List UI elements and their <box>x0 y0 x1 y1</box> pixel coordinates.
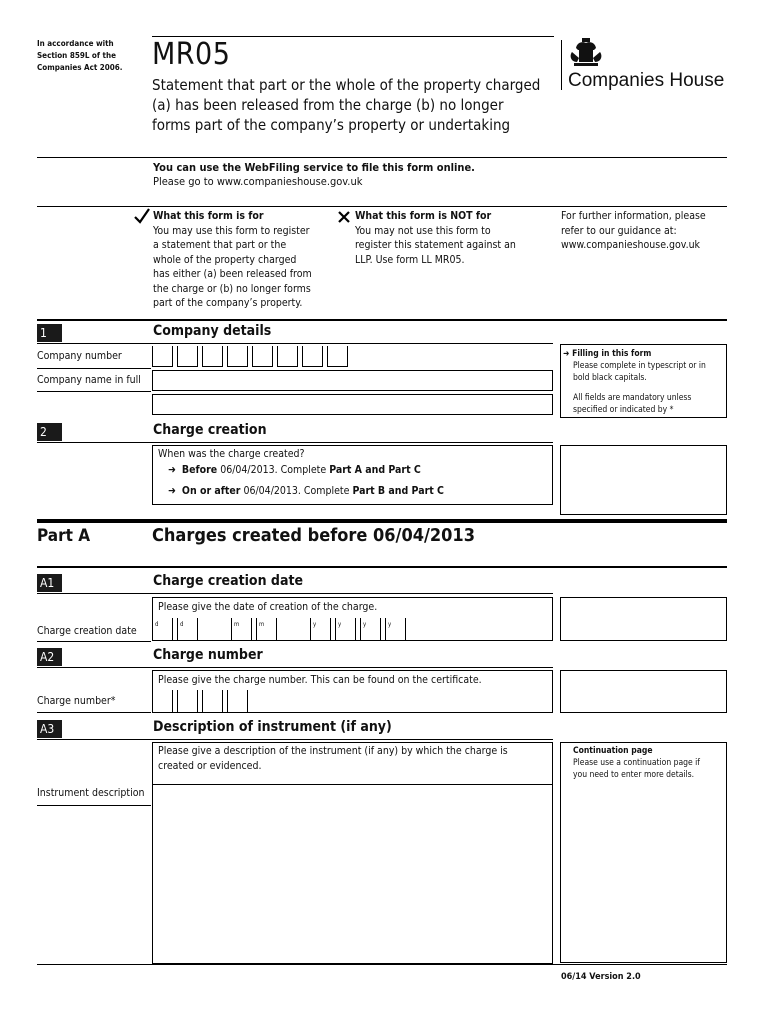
date-hint: y <box>313 621 317 628</box>
company-name-field[interactable] <box>152 370 553 391</box>
charge-date-label: Charge creation date <box>37 625 137 637</box>
option-after-text: 06/04/2013. Complete <box>243 485 350 497</box>
for-text: You may use this form to register <box>153 225 310 237</box>
filling-text: specified or indicated by * <box>573 405 674 415</box>
further-info: www.companieshouse.gov.uk <box>561 239 701 251</box>
arrow-icon: ➜ <box>563 349 570 359</box>
webfiling-url: Please go to www.companieshouse.gov.uk <box>153 175 363 188</box>
not-for-text: LLP. Use form LL MR05. <box>355 254 465 266</box>
continuation-text: Please use a continuation page if <box>573 758 700 768</box>
continuation-heading: Continuation page <box>573 746 653 756</box>
section-number: A1 <box>37 574 62 592</box>
section-number: 1 <box>37 324 62 342</box>
company-name-field-line2[interactable] <box>152 394 553 415</box>
not-for-heading: What this form is NOT for <box>355 210 492 222</box>
a2-instruction: Please give the charge number. This can be found on the certificate. <box>158 674 482 686</box>
side-box <box>560 445 727 515</box>
company-number-label: Company number <box>37 350 122 362</box>
a3-instruction: Please give a description of the instrument (if any) by which the charge is <box>158 745 508 757</box>
continuation-text: you need to enter more details. <box>573 770 695 780</box>
section-title: Charge number <box>153 647 263 663</box>
for-text: the charge or (b) no longer forms <box>153 283 311 295</box>
date-hint: d <box>180 621 184 628</box>
option-after-part: Part B and Part C <box>352 485 444 497</box>
option-on-or-after[interactable] <box>168 484 444 499</box>
option-before-part: Part A and Part C <box>329 464 421 476</box>
option-after-label: On or after <box>181 485 241 497</box>
arrow-icon: ➜ <box>168 464 176 476</box>
section-title: Charge creation date <box>153 573 304 589</box>
for-text: has either (a) been released from <box>153 268 312 280</box>
company-name-label: Company name in full <box>37 374 141 386</box>
royal-crest-icon <box>568 38 604 74</box>
filling-heading <box>563 349 651 359</box>
for-text: a statement that part or the <box>153 239 287 251</box>
side-box <box>560 597 727 641</box>
charge-creation-question: When was the charge created? <box>158 448 305 460</box>
legal-note: In accordance with <box>37 39 114 48</box>
a3-instruction: created or evidenced. <box>158 760 262 772</box>
form-title: Statement that part or the whole of the property charged <box>152 76 541 94</box>
option-before-text: 06/04/2013. Complete <box>220 464 327 476</box>
arrow-icon: ➜ <box>168 485 176 497</box>
legal-note: Companies Act 2006. <box>37 63 123 72</box>
further-info: For further information, please <box>561 210 706 222</box>
option-before[interactable] <box>168 463 421 478</box>
option-before-label: Before <box>181 464 218 476</box>
webfiling-line: You can use the WebFiling service to file this form online. <box>153 161 475 174</box>
date-hint: d <box>155 621 159 628</box>
section-number: 2 <box>37 423 62 441</box>
further-info: refer to our guidance at: <box>561 225 677 237</box>
instrument-description-field[interactable] <box>152 784 553 964</box>
legal-note: Section 859L of the <box>37 51 116 60</box>
section-title: Description of instrument (if any) <box>153 719 392 735</box>
section-number: A2 <box>37 648 62 666</box>
for-text: whole of the property charged <box>153 254 297 266</box>
date-hint: y <box>338 621 342 628</box>
filling-text: Please complete in typescript or in <box>573 361 706 371</box>
brand-logo: Companies House <box>568 70 725 91</box>
section-title: Charge creation <box>153 422 267 438</box>
filling-text: All fields are mandatory unless <box>573 393 692 403</box>
a1-instruction: Please give the date of creation of the charge. <box>158 601 378 613</box>
form-version: 06/14 Version 2.0 <box>561 972 641 982</box>
date-hint: m <box>259 621 265 628</box>
check-icon <box>133 207 151 229</box>
date-hint: y <box>388 621 392 628</box>
for-heading: What this form is for <box>153 210 264 222</box>
section-number: A3 <box>37 720 62 738</box>
for-text: part of the company’s property. <box>153 297 303 309</box>
date-hint: y <box>363 621 367 628</box>
filling-text: bold black capitals. <box>573 373 647 383</box>
part-title: Charges created before 06/04/2013 <box>152 525 475 546</box>
cross-icon <box>337 209 351 228</box>
side-box <box>560 670 727 713</box>
not-for-text: register this statement against an <box>355 239 516 251</box>
not-for-text: You may not use this form to <box>355 225 491 237</box>
instrument-description-label: Instrument description <box>37 787 145 799</box>
form-title: forms part of the company’s property or undertaking <box>152 116 511 134</box>
date-hint: m <box>234 621 240 628</box>
part-label: Part A <box>37 526 91 546</box>
charge-number-label: Charge number* <box>37 695 116 707</box>
form-title: (a) has been released from the charge (b) no longer <box>152 96 504 114</box>
filling-heading-text: Filling in this form <box>572 349 652 359</box>
form-code: MR05 <box>152 37 231 72</box>
section-title: Company details <box>153 323 272 339</box>
